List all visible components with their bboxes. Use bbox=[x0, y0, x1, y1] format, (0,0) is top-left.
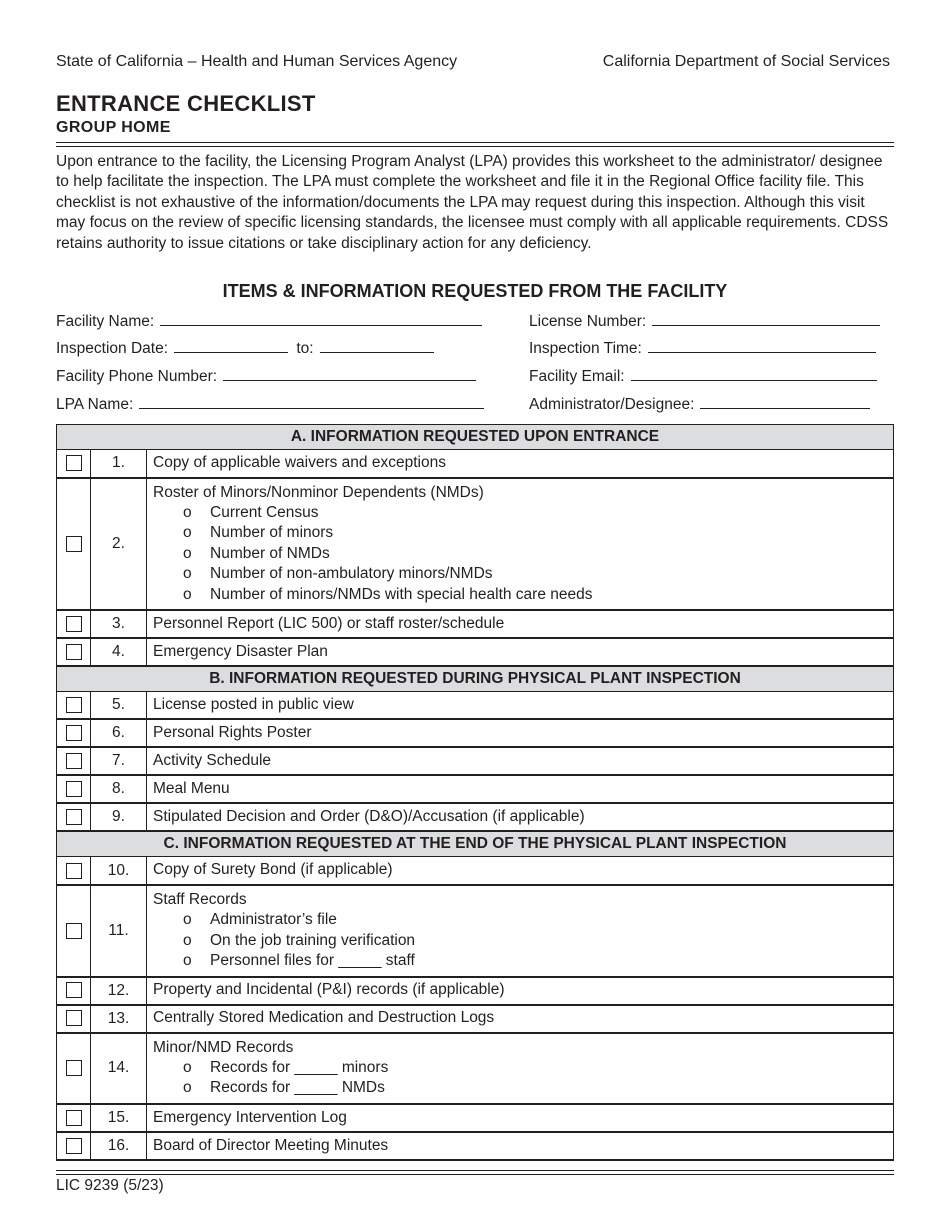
inspection-date-start-blank[interactable] bbox=[174, 338, 288, 353]
checklist-row bbox=[57, 610, 894, 638]
intro-paragraph bbox=[56, 152, 894, 254]
checkbox-cell bbox=[57, 885, 91, 977]
sub-item-text: Number of NMDs bbox=[210, 544, 330, 562]
item-cell bbox=[147, 1005, 894, 1033]
checkbox-cell bbox=[57, 1132, 91, 1160]
item-number: 15. bbox=[91, 1104, 147, 1132]
checkbox-cell bbox=[57, 775, 91, 803]
checkbox[interactable] bbox=[66, 982, 82, 998]
item-text: Staff Records bbox=[153, 890, 247, 908]
sub-item-text: Number of non-ambulatory minors/NMDs bbox=[210, 565, 493, 583]
sub-item bbox=[153, 523, 893, 543]
sub-item-text: Number of minors/NMDs with special health care needs bbox=[210, 585, 593, 603]
checklist-row bbox=[57, 450, 894, 478]
checkbox[interactable] bbox=[66, 923, 82, 939]
facility-phone-blank[interactable] bbox=[223, 366, 476, 381]
item-number: 8. bbox=[91, 775, 147, 803]
checkbox[interactable] bbox=[66, 644, 82, 660]
checklist-table bbox=[56, 424, 894, 1161]
checkbox[interactable] bbox=[66, 616, 82, 632]
item-number: 16. bbox=[91, 1132, 147, 1160]
bullet-marker: o bbox=[183, 1058, 192, 1076]
bullet-marker: o bbox=[183, 544, 192, 562]
license-number-blank[interactable] bbox=[652, 311, 880, 326]
lpa-name-field[interactable] bbox=[56, 394, 484, 414]
inspection-date-field[interactable] bbox=[56, 338, 434, 358]
checkbox[interactable] bbox=[66, 809, 82, 825]
item-number: 2. bbox=[91, 478, 147, 610]
checklist-row bbox=[57, 977, 894, 1005]
bullet-marker: o bbox=[183, 524, 192, 542]
item-number: 10. bbox=[91, 857, 147, 885]
checkbox[interactable] bbox=[66, 455, 82, 471]
section-header bbox=[57, 831, 894, 857]
item-number: 7. bbox=[91, 747, 147, 775]
item-cell bbox=[147, 691, 894, 719]
checkbox-cell bbox=[57, 610, 91, 638]
footer-divider bbox=[56, 1170, 894, 1175]
item-number: 1. bbox=[91, 450, 147, 478]
bullet-marker: o bbox=[183, 1079, 192, 1097]
facility-email-field[interactable] bbox=[529, 366, 877, 386]
item-number: 11. bbox=[91, 885, 147, 977]
item-number: 12. bbox=[91, 977, 147, 1005]
item-text: Meal Menu bbox=[153, 780, 230, 798]
form-number: LIC 9239 (5/23) bbox=[56, 1177, 164, 1194]
item-text: Personal Rights Poster bbox=[153, 724, 312, 742]
sub-item-text: Current Census bbox=[210, 503, 319, 521]
item-text: Stipulated Decision and Order (D&O)/Accusation (if applicable) bbox=[153, 808, 585, 826]
facility-email-label: Facility Email: bbox=[529, 368, 625, 385]
checkbox-cell bbox=[57, 478, 91, 610]
bullet-marker: o bbox=[183, 952, 192, 970]
checkbox[interactable] bbox=[66, 781, 82, 797]
item-cell bbox=[147, 803, 894, 831]
items-heading: ITEMS & INFORMATION REQUESTED FROM THE FACILITY bbox=[222, 281, 728, 301]
item-text: Activity Schedule bbox=[153, 752, 272, 770]
item-text: Board of Director Meeting Minutes bbox=[153, 1136, 389, 1154]
item-number: 3. bbox=[91, 610, 147, 638]
facility-phone-field[interactable] bbox=[56, 366, 476, 386]
facility-name-label: Facility Name: bbox=[56, 313, 155, 330]
checklist-row bbox=[57, 719, 894, 747]
bullet-marker: o bbox=[183, 503, 192, 521]
item-text: License posted in public view bbox=[153, 695, 354, 713]
section-title: C. INFORMATION REQUESTED AT THE END OF THE PHYSICAL PLANT INSPECTION bbox=[57, 831, 894, 857]
field-row-4 bbox=[56, 394, 894, 414]
item-cell bbox=[147, 977, 894, 1005]
checkbox-cell bbox=[57, 857, 91, 885]
inspection-date-label: Inspection Date: bbox=[56, 340, 169, 357]
sub-item bbox=[153, 1058, 893, 1078]
checkbox-cell bbox=[57, 450, 91, 478]
administrator-field[interactable] bbox=[529, 394, 870, 414]
license-number-field[interactable] bbox=[529, 311, 880, 331]
item-number: 5. bbox=[91, 691, 147, 719]
lpa-name-blank[interactable] bbox=[139, 394, 484, 409]
item-cell bbox=[147, 885, 894, 977]
agency-name: State of California – Health and Human Services Agency bbox=[56, 53, 458, 70]
checkbox[interactable] bbox=[66, 1010, 82, 1026]
sub-item bbox=[153, 910, 893, 930]
sub-item-text: Personnel files for _____ staff bbox=[210, 952, 415, 970]
item-cell bbox=[147, 638, 894, 666]
checkbox-cell bbox=[57, 719, 91, 747]
sub-item-text: On the job training verification bbox=[210, 931, 416, 949]
item-cell bbox=[147, 450, 894, 478]
item-cell bbox=[147, 1033, 894, 1104]
item-cell bbox=[147, 1132, 894, 1160]
lpa-name-label: LPA Name: bbox=[56, 396, 134, 413]
section-header bbox=[57, 425, 894, 450]
facility-name-field[interactable] bbox=[56, 311, 482, 331]
administrator-blank[interactable] bbox=[700, 394, 870, 409]
checkbox[interactable] bbox=[66, 536, 82, 552]
checklist-row bbox=[57, 747, 894, 775]
bullet-marker: o bbox=[183, 931, 192, 949]
checklist-row bbox=[57, 1132, 894, 1160]
checklist-row bbox=[57, 803, 894, 831]
checklist-row bbox=[57, 775, 894, 803]
checklist-body bbox=[57, 425, 894, 1160]
item-number: 14. bbox=[91, 1033, 147, 1104]
item-text: Copy of applicable waivers and exceptions bbox=[153, 454, 446, 472]
item-cell bbox=[147, 775, 894, 803]
sub-item bbox=[153, 585, 893, 605]
bullet-marker: o bbox=[183, 911, 192, 929]
inspection-time-field[interactable] bbox=[529, 338, 876, 358]
field-row-1 bbox=[56, 311, 894, 331]
sub-item bbox=[153, 1078, 893, 1098]
checklist-row bbox=[57, 1033, 894, 1104]
checklist-row bbox=[57, 1104, 894, 1132]
intro-text: Upon entrance to the facility, the Licensing Program Analyst (LPA) provides this worksheet to the administrator/ designee to help facilitate the inspection. The LPA must complete the worksheet and file it in the Regional Office facility file. This checklist is not exhaustive of the information/documents the LPA may request during this inspection. Although this visit may focus on the review of specific licensing standards, the licensee must comply with all applicable requirements. CDSS retains authority to issue citations or take disciplinary action for any deficiency. bbox=[56, 153, 889, 252]
item-cell bbox=[147, 478, 894, 610]
checklist-row bbox=[57, 1005, 894, 1033]
inspection-time-label: Inspection Time: bbox=[529, 340, 642, 357]
checkbox-cell bbox=[57, 1104, 91, 1132]
item-text: Personnel Report (LIC 500) or staff roster/schedule bbox=[153, 614, 505, 632]
item-cell bbox=[147, 610, 894, 638]
section-title: A. INFORMATION REQUESTED UPON ENTRANCE bbox=[57, 425, 894, 450]
sub-item-text: Records for _____ minors bbox=[210, 1058, 389, 1076]
checkbox-cell bbox=[57, 977, 91, 1005]
checkbox-cell bbox=[57, 747, 91, 775]
item-cell bbox=[147, 719, 894, 747]
license-number-label: License Number: bbox=[529, 313, 647, 330]
checkbox-cell bbox=[57, 638, 91, 666]
sub-item bbox=[153, 564, 893, 584]
item-number: 4. bbox=[91, 638, 147, 666]
checkbox-cell bbox=[57, 691, 91, 719]
item-text: Property and Incidental (P&I) records (if applicable) bbox=[153, 981, 505, 999]
administrator-label: Administrator/Designee: bbox=[529, 396, 695, 413]
section-title: B. INFORMATION REQUESTED DURING PHYSICAL PLANT INSPECTION bbox=[57, 666, 894, 692]
checklist-row bbox=[57, 638, 894, 666]
checklist-row bbox=[57, 885, 894, 977]
item-number: 9. bbox=[91, 803, 147, 831]
facility-phone-label: Facility Phone Number: bbox=[56, 368, 218, 385]
bullet-marker: o bbox=[183, 585, 192, 603]
form-title: ENTRANCE CHECKLIST bbox=[56, 91, 316, 116]
facility-name-blank[interactable] bbox=[160, 311, 482, 326]
checkbox-cell bbox=[57, 1033, 91, 1104]
checklist-row bbox=[57, 691, 894, 719]
checkbox[interactable] bbox=[66, 753, 82, 769]
item-text: Minor/NMD Records bbox=[153, 1038, 294, 1056]
item-text: Emergency Disaster Plan bbox=[153, 642, 328, 660]
checkbox[interactable] bbox=[66, 725, 82, 741]
sub-item bbox=[153, 951, 893, 971]
date-to-label: to: bbox=[296, 340, 314, 357]
checkbox[interactable] bbox=[66, 1138, 82, 1154]
inspection-date-end-blank[interactable] bbox=[320, 338, 434, 353]
bullet-marker: o bbox=[183, 565, 192, 583]
checklist-row bbox=[57, 478, 894, 610]
checkbox-cell bbox=[57, 1005, 91, 1033]
item-number: 6. bbox=[91, 719, 147, 747]
field-row-3 bbox=[56, 366, 894, 386]
facility-email-blank[interactable] bbox=[631, 366, 877, 381]
sub-item-text: Administrator’s file bbox=[210, 911, 337, 929]
item-text: Roster of Minors/Nonminor Dependents (NMDs) bbox=[153, 483, 484, 501]
title-divider bbox=[56, 142, 894, 147]
item-text: Centrally Stored Medication and Destruction Logs bbox=[153, 1009, 495, 1027]
sub-item bbox=[153, 544, 893, 564]
checkbox[interactable] bbox=[66, 1060, 82, 1076]
checkbox[interactable] bbox=[66, 863, 82, 879]
section-header bbox=[57, 666, 894, 692]
sub-item-text: Number of minors bbox=[210, 524, 334, 542]
item-cell bbox=[147, 747, 894, 775]
item-cell bbox=[147, 857, 894, 885]
checkbox-cell bbox=[57, 803, 91, 831]
item-text: Emergency Intervention Log bbox=[153, 1108, 347, 1126]
sub-item bbox=[153, 931, 893, 951]
inspection-time-blank[interactable] bbox=[648, 338, 876, 353]
checklist-row bbox=[57, 857, 894, 885]
checkbox[interactable] bbox=[66, 1110, 82, 1126]
department-name: California Department of Social Services bbox=[602, 53, 890, 70]
item-cell bbox=[147, 1104, 894, 1132]
item-text: Copy of Surety Bond (if applicable) bbox=[153, 861, 393, 879]
item-number: 13. bbox=[91, 1005, 147, 1033]
sub-item-text: Records for _____ NMDs bbox=[210, 1079, 385, 1097]
checkbox[interactable] bbox=[66, 697, 82, 713]
form-subtitle: GROUP HOME bbox=[56, 119, 171, 136]
field-row-2 bbox=[56, 338, 894, 358]
sub-item bbox=[153, 503, 893, 523]
